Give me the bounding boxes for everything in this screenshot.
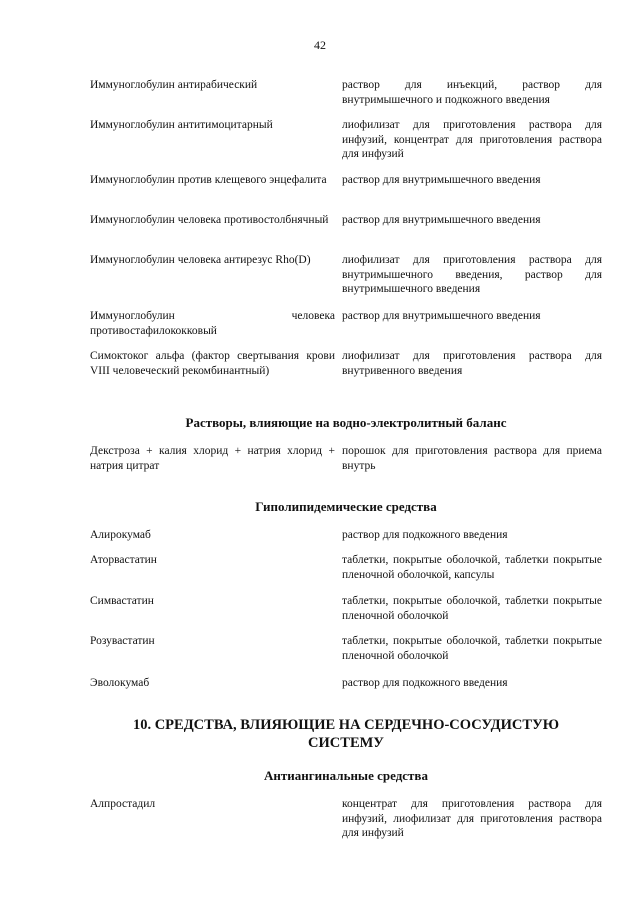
list-item: [90, 78, 602, 107]
drug-name: Эволокумаб: [90, 677, 150, 689]
list-item: [90, 349, 602, 378]
drug-form: раствор для внутримышечного введения: [342, 174, 541, 186]
drug-name: Алпростадил: [90, 798, 156, 810]
list-item: [90, 634, 602, 663]
drug-name: Иммуноглобулин против клещевого энцефалита: [90, 174, 327, 186]
drug-name: Иммуноглобулин антирабический: [90, 79, 258, 91]
drug-form: раствор для подкожного введения: [342, 677, 508, 689]
drug-form: концентрат для приготовления раствора для инфузий, лиофилизат для приготовления раствора для инфузий: [342, 798, 602, 839]
page-number: 42: [314, 38, 326, 52]
drug-form: таблетки, покрытые оболочкой, таблетки покрытые пленочной оболочкой: [342, 635, 602, 662]
list-item: [90, 553, 602, 582]
chapter-title-line-2: СИСТЕМУ: [308, 735, 384, 751]
drug-name: Розувастатин: [90, 635, 155, 647]
drug-name: Алирокумаб: [90, 529, 151, 541]
section-title-electrolyte: Растворы, влияющие на водно-электролитный баланс: [185, 415, 507, 430]
drug-form: лиофилизат для приготовления раствора для внутримышечного введения, раствор для внутримышечного введения: [342, 254, 602, 295]
drug-name: Иммуноглобулин человека антирезус Rho(D): [90, 254, 311, 266]
drug-form: раствор для инъекций, раствор для внутримышечного и подкожного введения: [342, 79, 602, 106]
drug-form: лиофилизат для приготовления раствора для внутривенного введения: [342, 350, 602, 377]
drug-name: Иммуноглобулин человека противостолбнячный: [90, 214, 329, 226]
drug-name: Иммуноглобулин антитимоцитарный: [90, 119, 273, 131]
drug-name: Иммуноглобулин человека противостафилококковый: [90, 310, 335, 337]
list-item: [90, 594, 602, 623]
section-title-lipid: Гиполипидемические средства: [255, 499, 437, 514]
drug-form: таблетки, покрытые оболочкой, таблетки покрытые пленочной оболочкой, капсулы: [342, 554, 602, 581]
list-item: [90, 118, 602, 162]
list-item: [90, 309, 602, 338]
drug-name: Аторвастатин: [90, 554, 157, 566]
drug-form: раствор для подкожного введения: [342, 529, 508, 541]
list-item: [90, 173, 602, 188]
list-item: [90, 528, 602, 543]
chapter-title-line-1: 10. СРЕДСТВА, ВЛИЯЮЩИЕ НА СЕРДЕЧНО-СОСУДИСТУЮ: [132, 717, 560, 733]
list-item: [90, 676, 602, 691]
drug-name: Симвастатин: [90, 595, 154, 607]
drug-form: раствор для внутримышечного введения: [342, 214, 541, 226]
drug-form: раствор для внутримышечного введения: [342, 310, 541, 322]
list-item: [90, 253, 602, 297]
chapter-title: [90, 716, 602, 752]
drug-form: лиофилизат для приготовления раствора для инфузий, концентрат для приготовления раствора для инфузий: [342, 119, 602, 160]
drug-name: Декстроза + калия хлорид + натрия хлорид + натрия цитрат: [90, 445, 335, 472]
drug-form: порошок для приготовления раствора для приема внутрь: [342, 445, 602, 472]
drug-form: таблетки, покрытые оболочкой, таблетки покрытые пленочной оболочкой: [342, 595, 602, 622]
section-title-antianginal: Антиангинальные средства: [264, 768, 428, 783]
drug-name: Симоктоког альфа (фактор свертывания крови VIII человеческий рекомбинантный): [90, 350, 335, 377]
list-item: [90, 444, 602, 473]
list-item: [90, 213, 602, 228]
list-item: [90, 797, 602, 841]
